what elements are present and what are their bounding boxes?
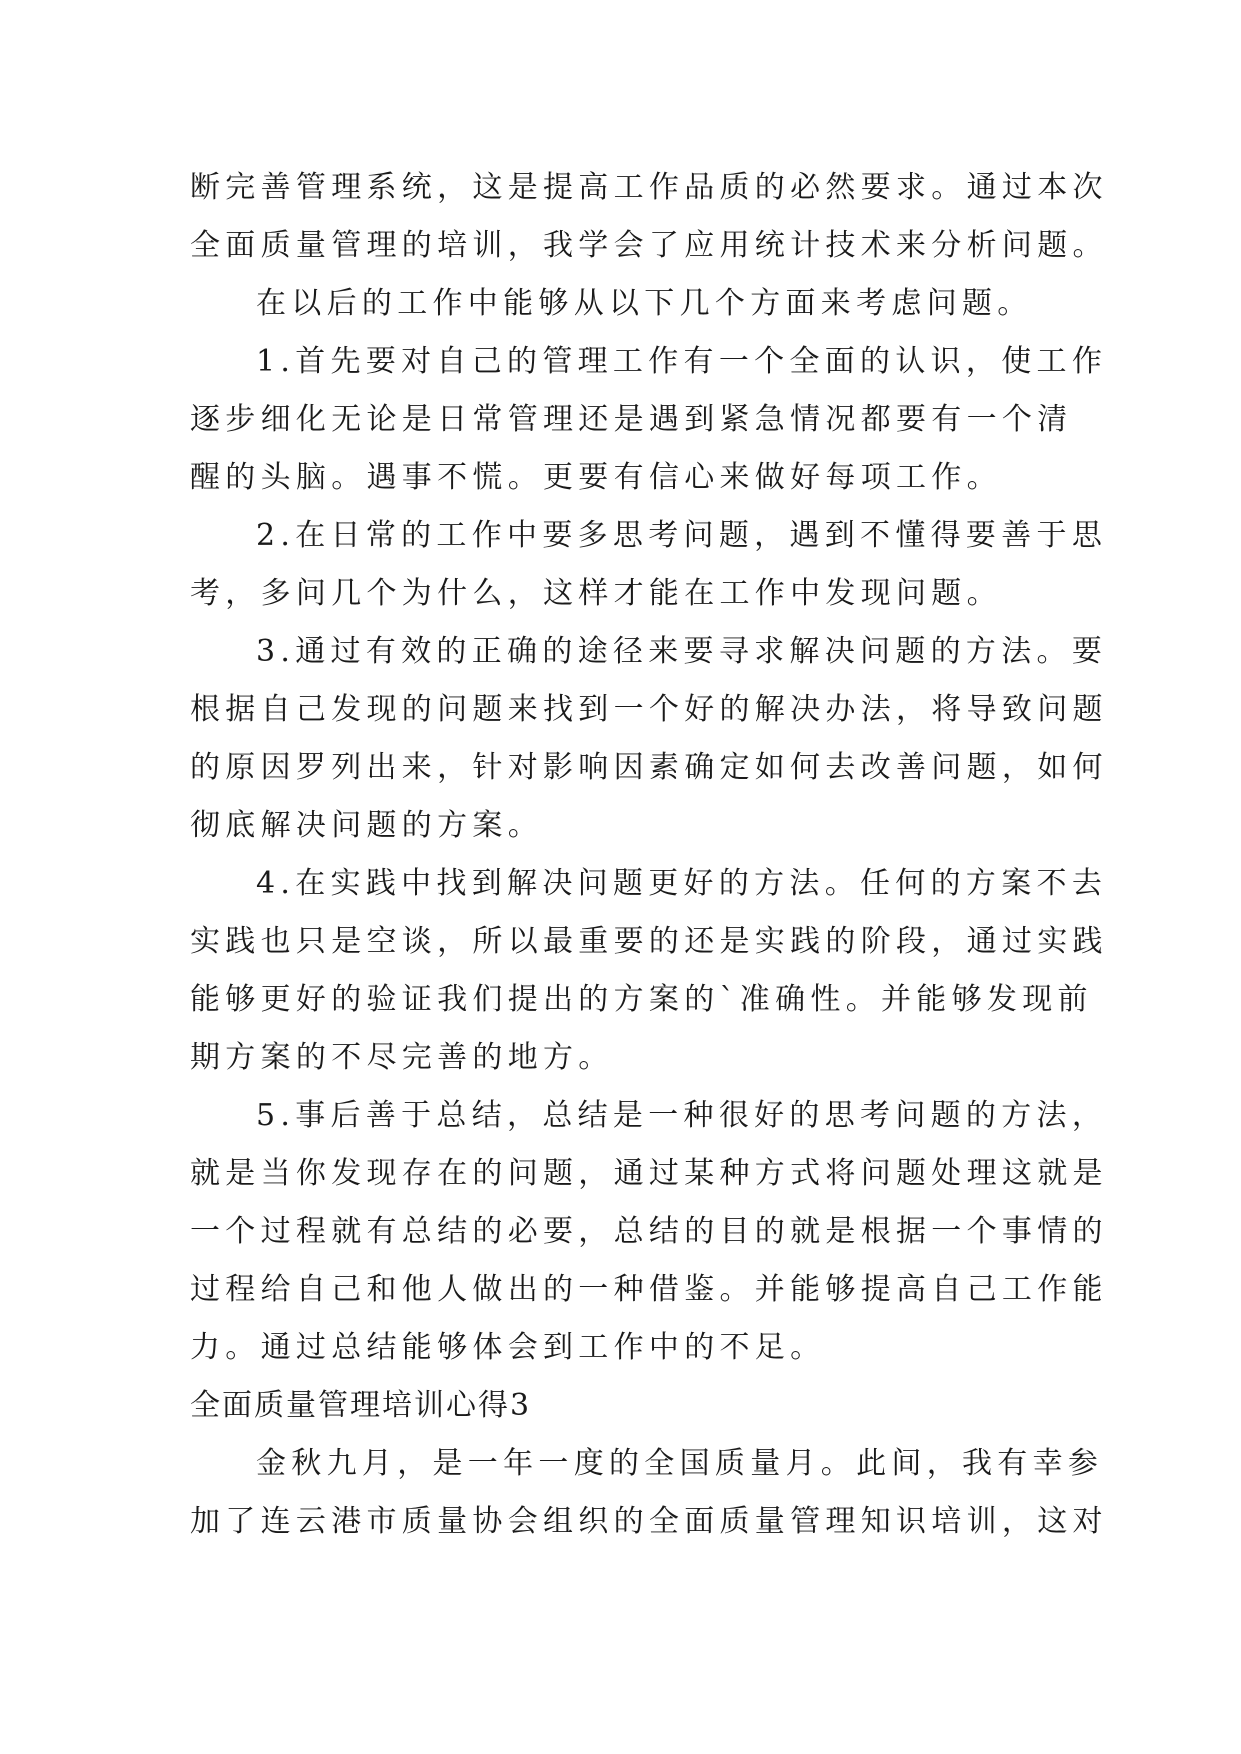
- list-item-3: 3.通过有效的正确的途径来要寻求解决问题的方法。要: [256, 634, 1108, 669]
- text-line: 彻底解决问题的方案。: [190, 808, 543, 843]
- text-line: 在以后的工作中能够从以下几个方面来考虑问题。: [256, 286, 1033, 321]
- text-line: 一个过程就有总结的必要，总结的目的就是根据一个事情的: [190, 1214, 1108, 1249]
- list-item-1: 1.首先要对自己的管理工作有一个全面的认识，使工作: [256, 344, 1108, 379]
- text-line: 过程给自己和他人做出的一种借鉴。并能够提高自己工作能: [190, 1272, 1108, 1307]
- text-line: 期方案的不尽完善的地方。: [190, 1040, 614, 1075]
- text-line: 全面质量管理的培训，我学会了应用统计技术来分析问题。: [190, 228, 1108, 263]
- text-line: 力。通过总结能够体会到工作中的不足。: [190, 1330, 826, 1365]
- text-line: 醒的头脑。遇事不慌。更要有信心来做好每项工作。: [190, 460, 1002, 495]
- text-line: 的原因罗列出来，针对影响因素确定如何去改善问题，如何: [190, 750, 1108, 785]
- text-line: 实践也只是空谈，所以最重要的还是实践的阶段，通过实践: [190, 924, 1108, 959]
- list-item-2: 2.在日常的工作中要多思考问题，遇到不懂得要善于思: [256, 518, 1108, 553]
- text-line: 逐步细化无论是日常管理还是遇到紧急情况都要有一个清: [190, 402, 1073, 437]
- section-heading: 全面质量管理培训心得3: [190, 1388, 532, 1423]
- text-line: 就是当你发现存在的问题，通过某种方式将问题处理这就是: [190, 1156, 1108, 1191]
- text-line: 根据自己发现的问题来找到一个好的解决办法，将导致问题: [190, 692, 1108, 727]
- text-line: 考，多问几个为什么，这样才能在工作中发现问题。: [190, 576, 1002, 611]
- text-line: 能够更好的验证我们提出的方案的`准确性。并能够发现前: [190, 982, 1093, 1017]
- text-line: 加了连云港市质量协会组织的全面质量管理知识培训，这对: [190, 1504, 1108, 1539]
- document-body: [190, 159, 1108, 1551]
- text-line: 金秋九月，是一年一度的全国质量月。此间，我有幸参: [256, 1446, 1104, 1481]
- list-item-4: 4.在实践中找到解决问题更好的方法。任何的方案不去: [256, 866, 1108, 901]
- text-line: 断完善管理系统，这是提高工作品质的必然要求。通过本次: [190, 170, 1108, 205]
- list-item-5: 5.事后善于总结，总结是一种很好的思考问题的方法，: [256, 1098, 1108, 1133]
